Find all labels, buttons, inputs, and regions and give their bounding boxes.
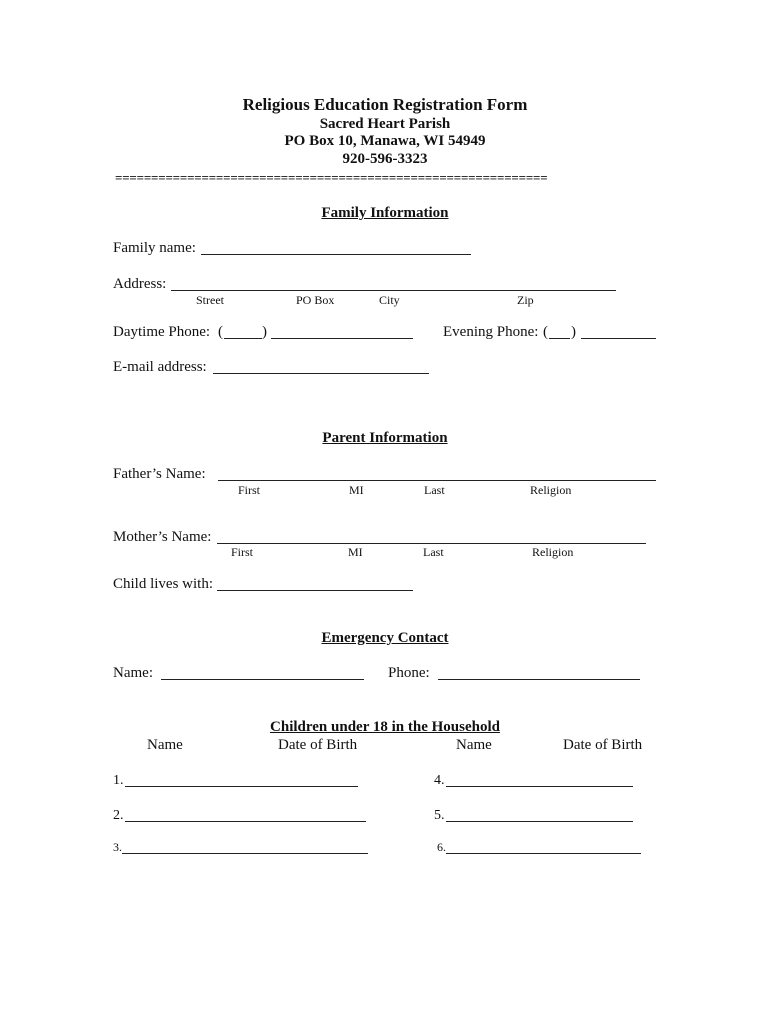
child-2-number: 2.: [113, 808, 124, 823]
father-name-label: Father’s Name:: [113, 466, 206, 482]
evening-area-code-open: (: [543, 324, 548, 340]
child-6-number: 6.: [437, 840, 446, 854]
emergency-contact-heading: Emergency Contact: [321, 630, 449, 646]
children-col-dob-right: Date of Birth: [563, 737, 643, 753]
parent-information-heading: Parent Information: [322, 430, 448, 446]
father-caption-first: First: [238, 483, 261, 497]
separator-line: ============================================================: [115, 170, 548, 185]
children-col-name-right: Name: [456, 737, 492, 753]
child-lives-with-label: Child lives with:: [113, 576, 214, 592]
family-name-field[interactable]: [201, 238, 471, 255]
father-name-field[interactable]: [218, 464, 656, 481]
child-2-field[interactable]: [125, 805, 366, 822]
daytime-area-code-close: ): [262, 324, 267, 340]
emergency-name-label: Name:: [113, 665, 153, 681]
family-information-heading: Family Information: [321, 205, 449, 221]
address-field[interactable]: [171, 274, 616, 291]
child-1-field[interactable]: [125, 770, 358, 787]
children-col-dob-left: Date of Birth: [278, 737, 358, 753]
emergency-name-field[interactable]: [161, 663, 364, 680]
child-6-field[interactable]: [446, 837, 641, 854]
address-caption-zip: Zip: [517, 293, 534, 307]
child-4-field[interactable]: [446, 770, 633, 787]
form-title: Religious Education Registration Form: [242, 95, 528, 114]
parish-name: Sacred Heart Parish: [319, 116, 451, 132]
mother-name-field[interactable]: [217, 527, 646, 544]
father-caption-mi: MI: [349, 483, 364, 497]
email-label: E-mail address:: [113, 359, 207, 375]
evening-phone-field[interactable]: [581, 322, 656, 339]
daytime-phone-field[interactable]: [271, 322, 413, 339]
mother-name-label: Mother’s Name:: [113, 529, 212, 545]
evening-area-code-close: ): [571, 324, 576, 340]
child-lives-with-field[interactable]: [217, 574, 413, 591]
mother-caption-mi: MI: [348, 545, 363, 559]
child-3-field[interactable]: [122, 837, 368, 854]
child-3-number: 3.: [113, 840, 122, 854]
daytime-area-code-open: (: [218, 324, 223, 340]
daytime-area-code-field[interactable]: [224, 322, 262, 339]
parish-address: PO Box 10, Manawa, WI 54949: [284, 133, 486, 149]
evening-phone-label: Evening Phone:: [443, 324, 539, 340]
emergency-phone-field[interactable]: [438, 663, 640, 680]
address-caption-pobox: PO Box: [296, 293, 335, 307]
emergency-phone-label: Phone:: [388, 665, 430, 681]
child-5-number: 5.: [434, 808, 445, 823]
child-4-number: 4.: [434, 773, 445, 788]
address-caption-city: City: [379, 293, 400, 307]
email-field[interactable]: [213, 357, 429, 374]
child-1-number: 1.: [113, 773, 124, 788]
child-5-field[interactable]: [446, 805, 633, 822]
children-col-name-left: Name: [147, 737, 183, 753]
address-label: Address:: [113, 276, 167, 292]
children-heading: Children under 18 in the Household: [270, 719, 500, 735]
mother-caption-religion: Religion: [532, 545, 574, 559]
evening-area-code-field[interactable]: [549, 322, 570, 339]
father-caption-religion: Religion: [530, 483, 572, 497]
daytime-phone-label: Daytime Phone:: [113, 324, 211, 340]
family-name-label: Family name:: [113, 240, 196, 256]
mother-caption-last: Last: [423, 545, 444, 559]
father-caption-last: Last: [424, 483, 445, 497]
address-caption-street: Street: [196, 293, 224, 307]
mother-caption-first: First: [231, 545, 254, 559]
parish-phone: 920-596-3323: [342, 151, 428, 167]
